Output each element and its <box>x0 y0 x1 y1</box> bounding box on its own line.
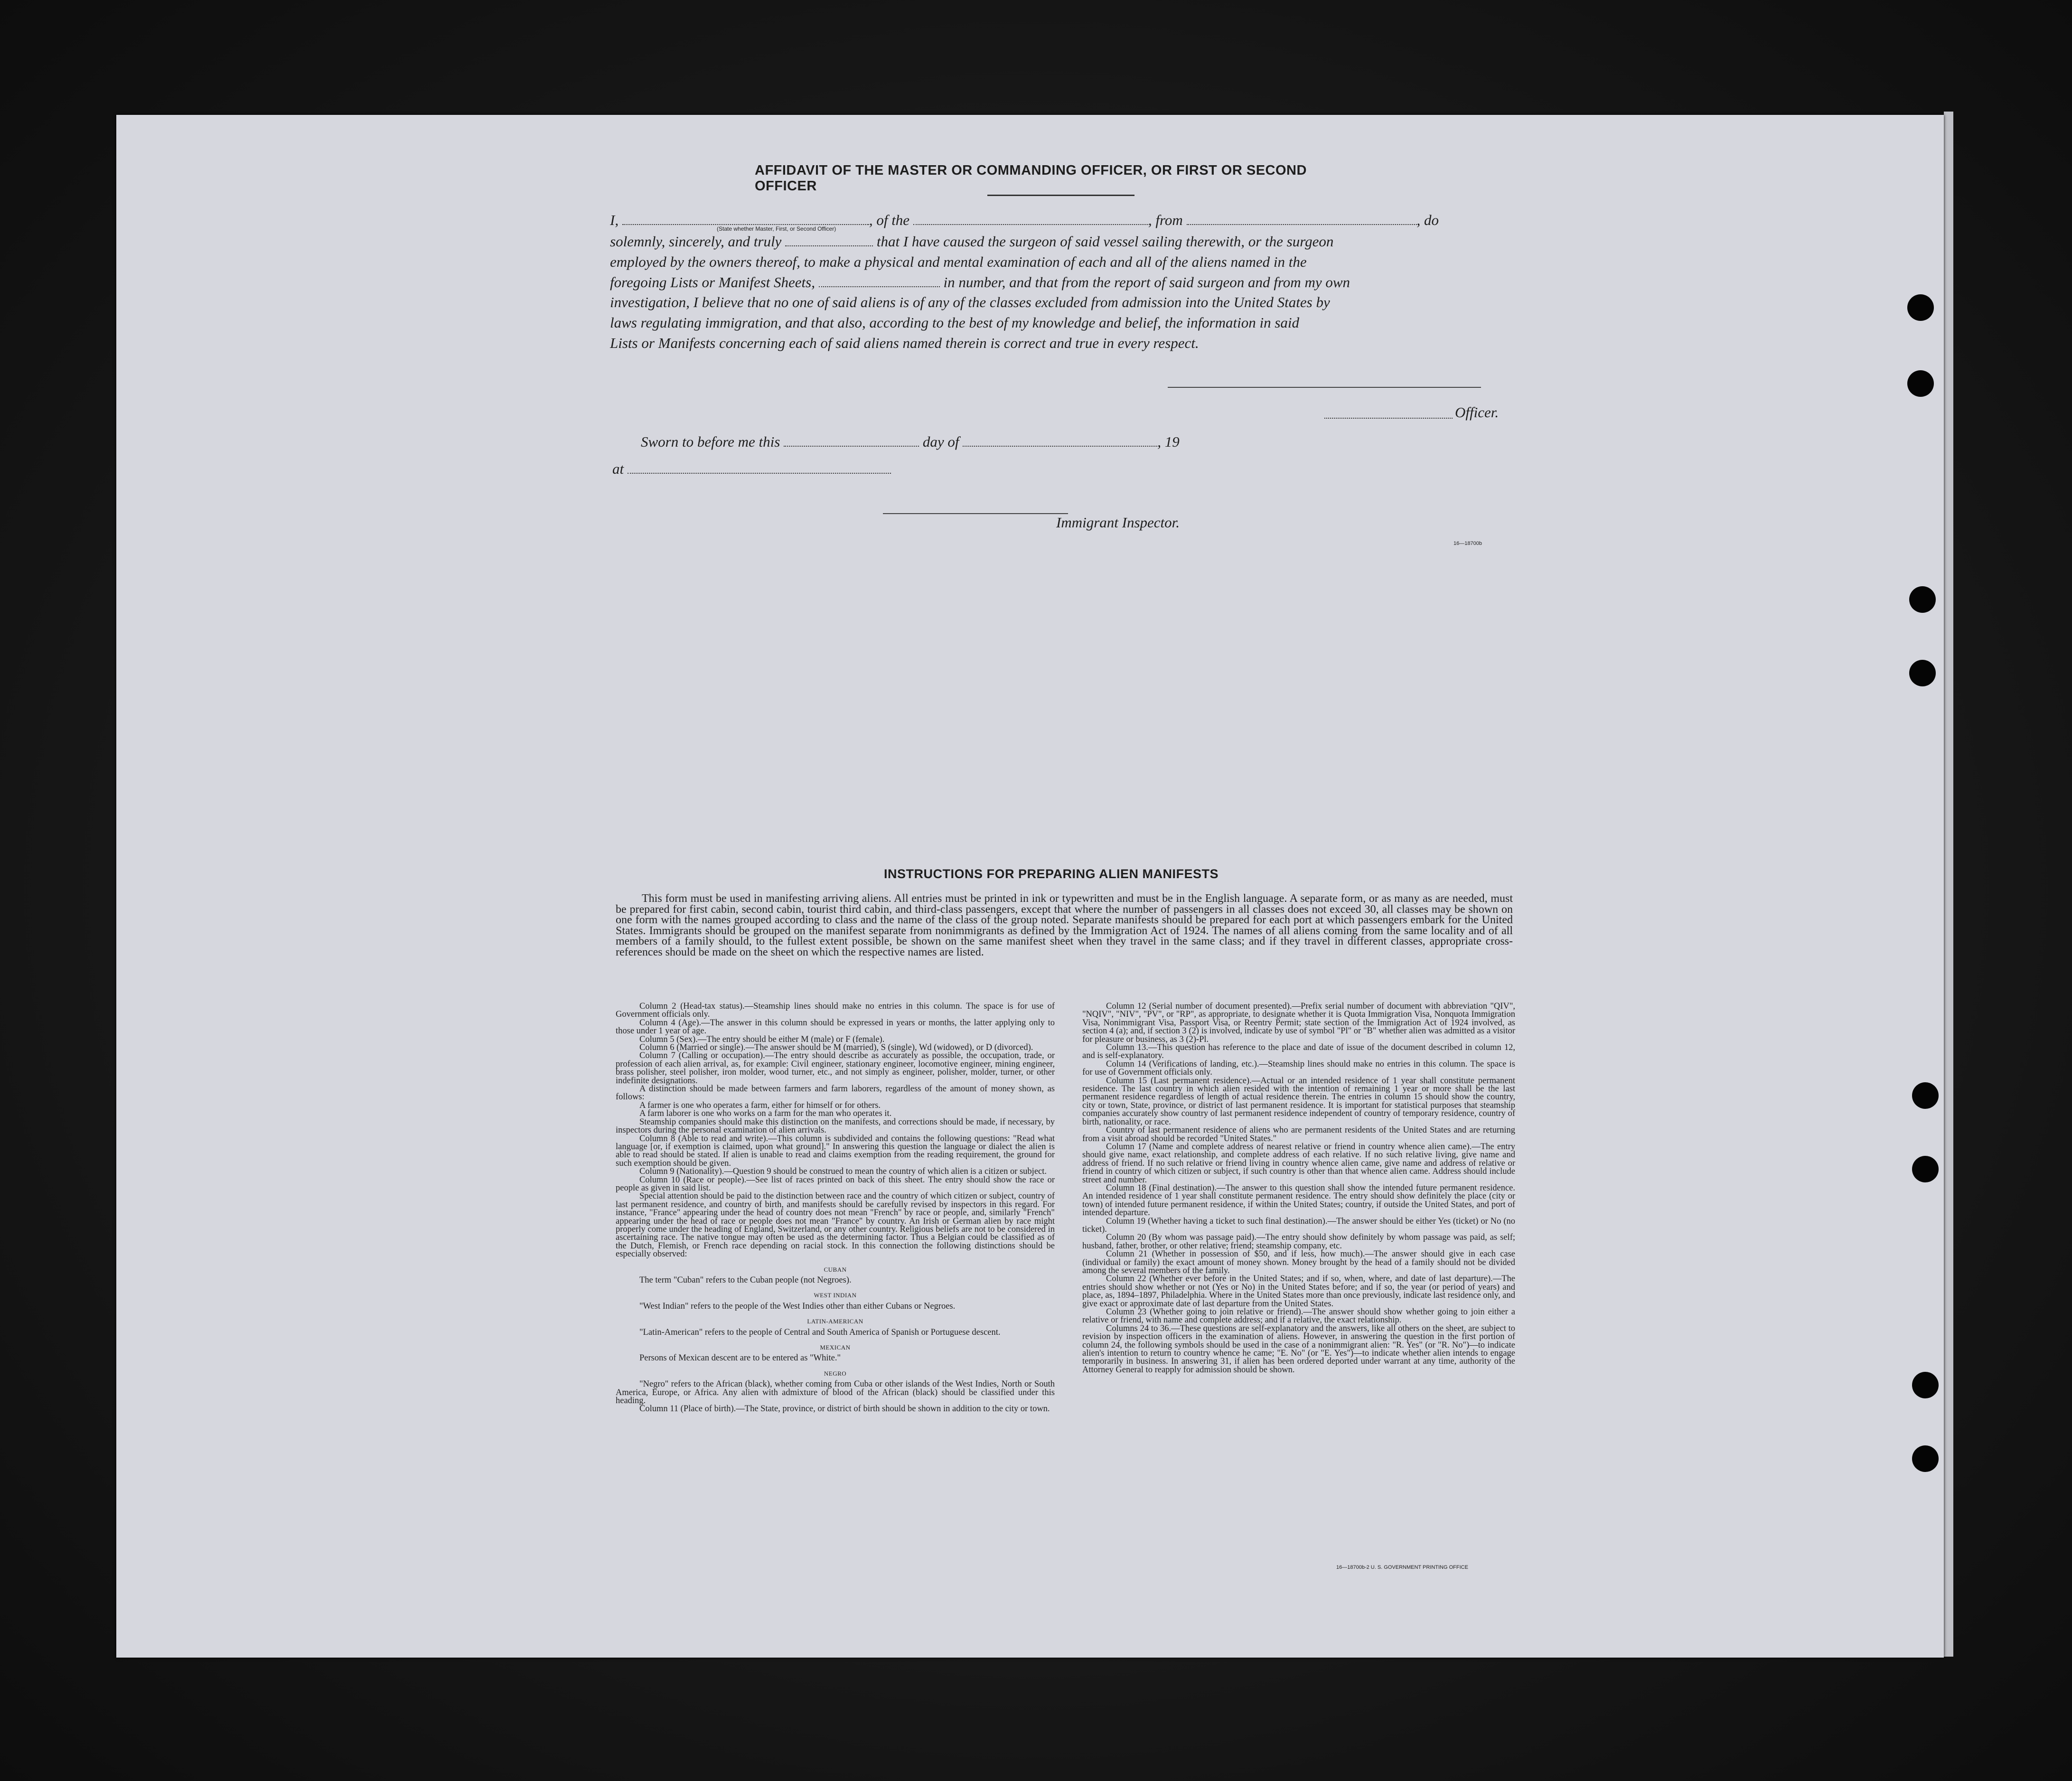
column-11-note: Column 11 (Place of birth).—The State, province, or district of birth should be shown in addition to the city or town. <box>639 1404 1050 1414</box>
sheet-count-blank[interactable] <box>819 275 940 287</box>
punch-hole <box>1907 370 1934 397</box>
mexican-heading: MEXICAN <box>820 1344 851 1351</box>
intro-paragraph: This form must be used in manifesting arriving aliens. All entries must be printed in ink or typewritten and must be in the English language. A separate form, or as many as are needed, must be prepared for first cabin, second cabin, tourist third cabin, and third-class passengers, except that where the number of passengers in all classes does not exceed 30, all classes may be shown on one form with the names grouped according to class and the name of the class of the group noted. Separate manifests should be prepared for each port at which passengers embark for the United States. Immigrants should be grouped on the manifest separate from nonimmigrants as defined by the Immigration Act of 1924. The names of all aliens coming from the same locality and of all members of a family should, to the fullest extent possible, be shown on the same manifest sheet when they travel in the same class; and if they travel in different classes, appropriate cross-references should be made on the sheet on which the respective names are listed. <box>616 892 1513 958</box>
column-19-note: Column 19 (Whether having a ticket to such final destination).—The answer should be either Yes (ticket) or No (no ticket). <box>1082 1216 1515 1234</box>
day-of-text: day of <box>922 433 959 450</box>
cuban-definition: The term "Cuban" refers to the Cuban people (not Negroes). <box>639 1275 852 1285</box>
column-23-note: Column 23 (Whether going to join relative or friend).—The answer should show whether going to join either a relative or friend, with name and complete address; and if a relative, the exact relationship. <box>1082 1307 1515 1325</box>
column-5-note: Column 5 (Sex).—The entry should be either M (male) or F (female). <box>639 1034 885 1044</box>
columns-24-36-note: Columns 24 to 36.—These questions are self-explanatory and the answers, like all others on the sheet, are subject to revision by inspection officers in the examination of aliens. However, in answering the question in the first portion of column 24, the following symbols should be used in the case of a nonimmigrant alien: "R. Yes" (or "R. No")—to indicate alien's intention to return to country whence he came; "E. No" (or "E. Yes")—to indicate whether alien intends to engage temporarily in business. In answering 31, if alien has been ordered deported under warrant at any time, authority of the Attorney General to reapply for admission should be shown. <box>1082 1323 1515 1375</box>
column-13-note: Column 13.—This question has reference to the place and date of issue of the document described in column 12, and is self-explanatory. <box>1082 1043 1515 1061</box>
affidavit-line-6: laws regulating immigration, and that also, according to the best of my knowledge and belief, the information in said <box>610 314 1300 331</box>
column-8-note: Column 8 (Able to read and write).—This column is subdivided and contains the following questions: "Read what language [or, if exemption is claimed, upon what ground]." In answering this question the language or dialect the alien is able to read should be stated. If alien is unable to read and claims exemption from the reading requirement, the ground for such exemption should be given. <box>616 1134 1055 1168</box>
state-whether-note: (State whether Master, First, or Second Officer) <box>717 225 836 232</box>
negro-definition: "Negro" refers to the African (black), whether coming from Cuba or other islands of the West Indies, North or South America, Europe, or Africa. Any alien with admixture of blood of the African (black) should be classified under this heading. <box>616 1379 1055 1406</box>
affidavit-line-2b: that I have caused the surgeon of said vessel sailing therewith, or the surgeon <box>876 233 1334 250</box>
punch-hole <box>1907 294 1934 321</box>
port-from-blank[interactable] <box>1187 213 1417 225</box>
column-17-note: Column 17 (Name and complete address of nearest relative or friend in country whence alien came).—The entry should give name, exact relationship, and complete address of each relative. If no such relative living, give name and address of friend. If no such relative or friend living in country whence alien came, give name and address of relative or friend in country of which citizen or subject, if such country is other than that whence alien came. Address should include street and number. <box>1082 1142 1515 1185</box>
affidavit-title: AFFIDAVIT OF THE MASTER OR COMMANDING OFFICER, OR FIRST OR SECOND OFFICER <box>755 163 1307 194</box>
form-code-bottom: 16—18700b-2 U. S. GOVERNMENT PRINTING OFFICE <box>1336 1565 1468 1570</box>
column-12-note: Column 12 (Serial number of document presented).—Prefix serial number of document with abbreviation "QIV", "NQIV", "NIV", "PV", or "RP", as appropriate, to designate whether it is Quota Immigration Visa, Nonquota Immigration Visa, Nonimmigrant Visa, Passport Visa, or Reentry Permit; state section of the Immigration Act of 1924 involved, as section 4 (a); and, if section 3 (2) is involved, indicate by use of symbol "Pl" or "B" whether alien was admitted as a visitor for pleasure or business, as 3 (2)-Pl. <box>1082 1002 1515 1044</box>
column-20-note: Column 20 (By whom was passage paid).—The entry should show definitely by whom passage was paid, as self; husband, father, brother, or other relative; friend; steamship company, etc. <box>1082 1233 1515 1251</box>
instructions-right-column <box>1082 1003 1515 1374</box>
latin-american-heading: LATIN-AMERICAN <box>807 1318 863 1325</box>
mexican-definition: Persons of Mexican descent are to be entered as "White." <box>639 1353 841 1363</box>
affidavit-line-4b: in number, and that from the report of said surgeon and from my own <box>943 274 1350 291</box>
inspector-signature-line[interactable] <box>883 513 1068 514</box>
at-line <box>612 460 891 478</box>
swear-blank[interactable] <box>785 234 873 246</box>
inspector-label: Immigrant Inspector. <box>1056 514 1180 531</box>
west-indian-definition: "West Indian" refers to the people of the West Indies other than either Cubans or Negroes. <box>639 1301 956 1311</box>
farmer-distinction-note: A distinction should be made between farmers and farm laborers, regardless of the amount of money shown, as follows: <box>616 1084 1055 1102</box>
latin-american-definition: "Latin-American" refers to the people of Central and South America of Spanish or Portuguese descent. <box>639 1327 1001 1337</box>
punch-hole <box>1912 1082 1939 1109</box>
vessel-name-blank[interactable] <box>913 213 1148 225</box>
column-4-note: Column 4 (Age).—The answer in this column should be expressed in years or months, the latter applying only to those under 1 year of age. <box>616 1018 1055 1036</box>
year-19-text: , 19 <box>1157 433 1180 450</box>
punch-hole <box>1912 1372 1939 1398</box>
master-signature-line[interactable] <box>1168 387 1481 388</box>
at-text: at <box>612 460 624 477</box>
column-15-note: Column 15 (Last permanent residence).—Actual or an intended residence of 1 year shall constitute permanent residence. The last country in which alien resided with the intention of remaining 1 year or more shall be the last permanent residence regardless of length of actual residence therein. The entries in column 15 should show the country, city or town, State, province, or district of last permanent residence. It is important for statistical purposes that steamship companies accurately show country of last permanent residence independent of country of temporary residence, country of birth, nationality, or race. <box>1082 1076 1515 1127</box>
instructions-title: INSTRUCTIONS FOR PREPARING ALIEN MANIFESTS <box>884 867 1219 881</box>
sworn-line <box>641 433 1180 450</box>
of-the-text: , of the <box>869 212 910 228</box>
punch-hole <box>1909 660 1936 686</box>
affidavit-line-5: investigation, I believe that no one of said aliens is of any of the classes excluded from admission into the United States by <box>610 294 1330 310</box>
steamship-distinction-note: Steamship companies should make this distinction on the manifests, and corrections should be made, if necessary, by inspectors during the personal examination of alien arrivals. <box>616 1117 1055 1135</box>
instructions-intro <box>616 893 1513 957</box>
punch-hole <box>1912 1445 1939 1472</box>
title-rule <box>987 195 1134 196</box>
sworn-day-blank[interactable] <box>784 434 919 447</box>
officer-label: Officer. <box>1455 404 1499 421</box>
punch-hole <box>1912 1156 1939 1182</box>
affidavit-i: I, <box>610 212 619 228</box>
from-text: , from <box>1148 212 1183 228</box>
affidavit-line-2a: solemnly, sincerely, and truly <box>610 233 782 250</box>
negro-heading: NEGRO <box>824 1369 847 1377</box>
column-21-note: Column 21 (Whether in possession of $50, and if less, how much).—The answer should give in each case (individual or family) the exact amount of money shown. Money brought by the head of a family should not be divided among the several members of the family. <box>1082 1249 1515 1275</box>
column-18-note: Column 18 (Final destination).—The answer to this question shall show the intended future permanent residence. An intended residence of 1 year shall constitute permanent residence. The entry should show definitely the place (city or town) of intended future permanent residence, if within the United States; country, if outside the United States, and port of intended departure. <box>1082 1183 1515 1218</box>
west-indian-heading: WEST INDIAN <box>814 1292 857 1299</box>
column-10-note: Column 10 (Race or people).—See list of races printed on back of this sheet. The entry should show the race or people as given in said list. <box>616 1175 1055 1193</box>
punch-hole <box>1909 586 1936 613</box>
instructions-left-column <box>616 1003 1055 1414</box>
column-22-note: Column 22 (Whether ever before in the United States; and if so, when, where, and date of last departure).—The entries should show whether or not (Yes or No) in the United States before; and if so, the year (or period of years) and place, as, 1894–1897, Philadelphia. Where in the United States more than once previously, indicate last residence only, and give exact or approximate date of last departure from the United States. <box>1082 1274 1515 1309</box>
officer-signature-line[interactable] <box>1324 417 1453 419</box>
form-code-top: 16—18700b <box>1453 541 1482 546</box>
at-place-blank[interactable] <box>628 461 891 474</box>
sworn-text: Sworn to before me this <box>641 433 780 450</box>
sworn-month-blank[interactable] <box>963 434 1157 447</box>
sheet-edge <box>1944 112 1953 1657</box>
do-text: , do <box>1416 212 1439 228</box>
column-9-note: Column 9 (Nationality).—Question 9 should be construed to mean the country of which alien is a citizen or subject. <box>639 1167 1047 1177</box>
affidavit-line-2 <box>610 234 1512 250</box>
affidavit-line-7: Lists or Manifests concerning each of said aliens named therein is correct and true in every respect. <box>610 335 1199 351</box>
farmer-definition: A farmer is one who operates a farm, either for himself or for others. <box>639 1100 881 1110</box>
column-7-note: Column 7 (Calling or occupation).—The entry should describe as accurately as possible, the occupation, trade, or profession of each alien arrival, as, for example: Civil engineer, stationary engineer, locomotive engineer, mining engineer, brass polisher, steel polisher, iron molder, wood turner, etc., and not simply as engineer, polisher, molder, turner, or other indefinite designations. <box>616 1051 1055 1086</box>
race-special-attention-note: Special attention should be paid to the distinction between race and the country of which citizen or subject, country of last permanent residence, and country of birth, and manifests should be carefully revised by inspectors in this regard. For instance, "France" appearing under the head of country does not mean "French" by race or people, and, similarly "French" appearing under the head of race or people does not mean "France" by country. An Irish or German alien by race might properly come under the heading of England, Switzerland, or any other country. Religious beliefs are not to be considered in ascertaining race. The native tongue may often be used as the determining factor. Thus a Belgian could be classified as of the Dutch, Flemish, or French race depending on racial stock. In this connection the following distinctions should be especially observed: <box>616 1191 1055 1259</box>
column-6-note: Column 6 (Married or single).—The answer should be M (married), S (single), Wd (widowed), or D (divorced). <box>639 1043 1033 1053</box>
affidavit-line-4 <box>610 274 1512 291</box>
officer-name-blank[interactable] <box>622 213 869 225</box>
cuban-heading: CUBAN <box>824 1265 847 1273</box>
returning-residents-note: Country of last permanent residence of aliens who are permanent residents of the United States and are returning from a visit abroad should be recorded "United States." <box>1082 1125 1515 1144</box>
affidavit-line-3: employed by the owners thereof, to make a physical and mental examination of each and all of the aliens named in the <box>610 253 1307 270</box>
farm-laborer-definition: A farm laborer is one who works on a farm for the man who operates it. <box>639 1109 892 1119</box>
column-14-note: Column 14 (Verifications of landing, etc.).—Steamship lines should make no entries in this column. The space is for use of Government officials only. <box>1082 1059 1515 1078</box>
column-2-note: Column 2 (Head-tax status).—Steamship lines should make no entries in this column. The space is for use of Government officials only. <box>616 1002 1055 1020</box>
affidavit-line-4a: foregoing Lists or Manifest Sheets, <box>610 274 815 291</box>
